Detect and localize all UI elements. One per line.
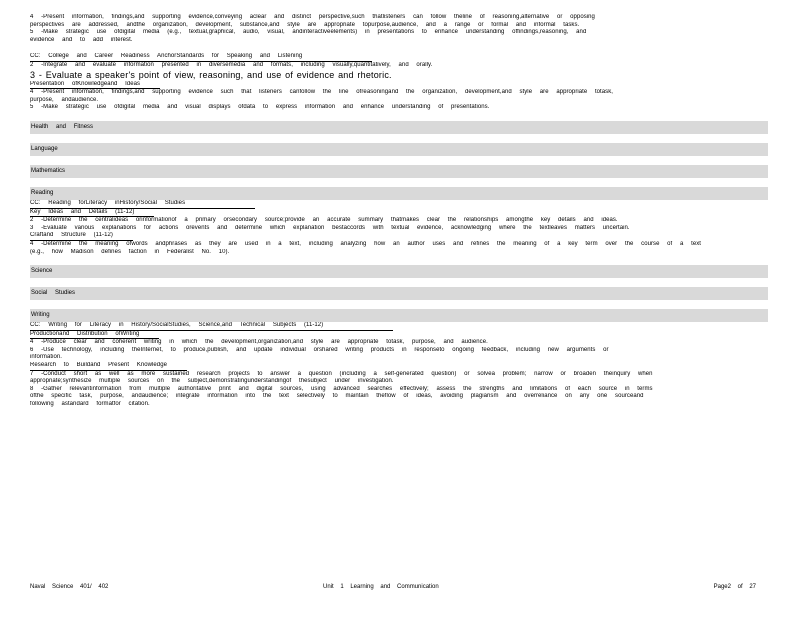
document-page [30, 14, 768, 409]
subsection-heading: Key Ideas and Details (11-12) [30, 209, 154, 218]
section-band-health: Health and Fitness [30, 121, 768, 134]
footer-page-number: Page2 of 27 [713, 584, 756, 590]
footer-unit: Unit 1 Learning and Communication [323, 584, 439, 590]
text-line: 4 -Present information, findings,and supporting evidence such that listeners canfollow the line ofreasoningand the organization, development,and style are appropriate totask, [30, 89, 613, 96]
text-line: 4 -Produce clear and coherent writing in which the development,organization,and style are appropriate totask, purpose, and audience. [30, 339, 488, 346]
text-line: 5 -Make strategic use ofdigital media and visual displays ofdata to express information and enhance understanding of presentations. [30, 104, 490, 111]
text-line: purpose, andaudience. [30, 96, 99, 103]
section-heading: CC: College and Career Readiness AnchorStandards for Speaking and Listening [30, 53, 372, 62]
text-line: 4 -Determine the meaning ofwords andphrases as they are used in a text, including analyzing how an author uses and refines the meaning of a key term over the course of a text [30, 240, 701, 247]
section-band-language: Language [30, 143, 768, 156]
section-band-reading: Reading [30, 187, 768, 200]
text-line: 8 -Gather relevantinformation from multiple authoritative print and digital sources, using advanced searches effectively; assess the strengths and limitations of each source in terms [30, 385, 653, 392]
section-band-science: Science [30, 265, 768, 278]
text-line: 4 -Present information, findings,and supporting evidence,conveying aclear and distinct perspective,such thatlisteners can follow theline of reasoning,alternative or opposing [30, 14, 595, 20]
text-line: 6 -Use technology, including theInternet, to produce,publish, and update individual orshared writing products in responseto ongoing feedback, including new arguments or [30, 346, 609, 353]
section-heading: CC: Reading forLiteracy inHistory/Social Studies [30, 200, 255, 209]
text-line: 3 -Evaluate various explanations for actions orevents and determine which explanation bestaccords with textual evidence, acknowledging where the textleaves matters uncertain. [30, 224, 630, 231]
subsection-heading: Presentation ofKnowledgeand Ideas [30, 81, 160, 90]
text-line: ofthe specific task, purpose, andaudience; integrate information into the text selectively to maintain theflow of ideas, avoiding plagiarism and overreliance on any one sourceand [30, 393, 644, 400]
text-line: appropriate;synthesize multiple sources on the subject,demonstratingunderstandingof thesubject under investigation. [30, 378, 394, 385]
subsection-heading: Craftand Structure (11-12) [30, 232, 133, 241]
text-line: following astandard formatfor citation. [30, 401, 150, 408]
section-band-mathematics: Mathematics [30, 165, 768, 178]
section-band-social-studies: Social Studies [30, 287, 768, 300]
footer-course: Naval Science 401/ 402 [30, 584, 109, 590]
speaking-listening-section [30, 53, 768, 112]
text-line: 7 -Conduct short as well as more sustained research projects to answer a question (including a self-generated question) or solvea problem; narrow or broaden theinquiry when [30, 370, 653, 377]
subsection-heading: Productionand Distribution ofWriting [30, 331, 159, 340]
section-band-writing: Writing [30, 309, 768, 322]
text-line: evidence and to add interest. [30, 36, 133, 43]
section-heading: CC: Writing for Literacy in History/SocialStudies, Science,and Technical Subjects (11-12) [30, 322, 393, 331]
reading-section [30, 200, 768, 256]
text-line: information. [30, 354, 62, 361]
text-line: 2 -Integrate and evaluate information presented in diversemedia and formats, including visually,quantitatively, and orally. [30, 61, 433, 68]
writing-section [30, 322, 768, 409]
text-line: perspectives are addressed, andthe organization, development, substance,and style are appropriate topurpose,audience, and a range or formal and informal tasks. [30, 21, 580, 28]
top-section [30, 14, 768, 44]
text-line: 2 -Determine the centralideas orinformationof a primary orsecondary source;provide an accurate summary thatmakes clear the relationships amongthe key details and ideas. [30, 217, 618, 224]
subsection-heading: Research to Buildand Present Knowledge [30, 362, 187, 371]
text-line: (e.g., how Madison defines faction in Federalist No. 10). [30, 248, 230, 255]
emphasized-standard: 3 - Evaluate a speaker's point of view, reasoning, and use of evidence and rhetoric. [30, 69, 392, 80]
text-line: 5 -Make strategic use ofdigital media (e.g., textual,graphical, audio, visual, andinteractiveelements) in presentations to enhance understanding offindings,reasoning, and [30, 29, 587, 36]
